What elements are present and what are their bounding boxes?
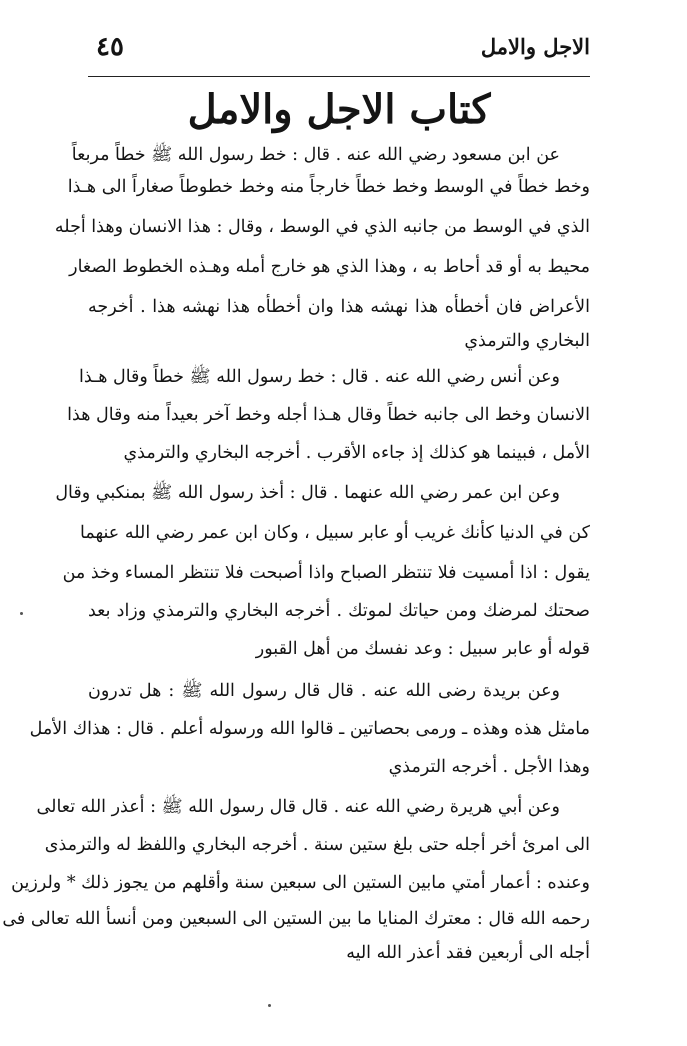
text-line: وعن أبي هريرة رضي الله عنه . قال قال رسول الله ﷺ : أعذر الله تعالى bbox=[36, 797, 560, 817]
text-line: كن في الدنيا كأنك غريب أو عابر سبيل ، وكان ابن عمر رضي الله عنهما bbox=[80, 523, 590, 543]
scan-speck bbox=[20, 612, 23, 615]
text-line: وعن بريدة رضى الله عنه . قال قال رسول الله ﷺ : هل تدرون bbox=[88, 681, 560, 701]
text-line: وعن ابن عمر رضي الله عنهما . قال : أخذ رسول الله ﷺ بمنكبي وقال bbox=[55, 483, 560, 503]
text-line: وعن أنس رضي الله عنه . قال : خط رسول الله ﷺ خطاً وقال هـذا bbox=[79, 367, 560, 387]
text-line: يقول : اذا أمسيت فلا تنتظر الصباح واذا أصبحت فلا تنتظر المساء وخذ من bbox=[62, 563, 590, 583]
chapter-title: كتاب الاجل والامل bbox=[187, 86, 491, 133]
page-header bbox=[88, 32, 590, 76]
text-line: الذي في الوسط من جانبه الذي في الوسط ، وقال : هذا الانسان وهذا أجله bbox=[54, 217, 590, 237]
text-line: وخط خطاً في الوسط وخط خطاً خارجاً منه وخط خطوطاً صغاراً الى هـذا bbox=[67, 177, 590, 197]
text-line: الأعراض فان أخطأه هذا نهشه هذا وان أخطأه هذا نهشه هذا . أخرجه bbox=[88, 297, 590, 317]
text-line: مامثل هذه وهذه ـ ورمى بحصاتين ـ قالوا الله ورسوله أعلم . قال : هذاك الأمل bbox=[29, 719, 590, 739]
text-line: رحمه الله قال : معترك المنايا ما بين الستين الى السبعين ومن أنسأ الله تعالى فى bbox=[2, 909, 590, 929]
text-line: الانسان وخط الى جانبه خطاً وقال هـذا أجله وخط آخر بعيداً منه وقال هذا bbox=[67, 405, 590, 425]
text-line: قوله أو عابر سبيل : وعد نفسك من أهل القبور bbox=[255, 639, 590, 659]
text-line: صحتك لمرضك ومن حياتك لموتك . أخرجه البخاري والترمذي وزاد بعد bbox=[88, 601, 590, 621]
text-line: وعنده : أعمار أمتي مابين الستين الى سبعين سنة وأقلهم من يجوز ذلك * ولرزين bbox=[11, 873, 590, 893]
text-line: وهذا الأجل . أخرجه الترمذي bbox=[388, 757, 590, 777]
running-title: الاجل والامل bbox=[480, 34, 590, 59]
page-number: ٤٥ bbox=[96, 32, 124, 62]
scan-speck bbox=[268, 1004, 271, 1007]
text-line: البخاري والترمذي bbox=[464, 331, 590, 351]
text-line: الى امرئ أخر أجله حتى بلغ ستين سنة . أخرجه البخاري واللفظ له والترمذى bbox=[44, 835, 590, 855]
text-line: الأمل ، فبينما هو كذلك إذ جاءه الأقرب . أخرجه البخاري والترمذي bbox=[123, 443, 590, 463]
text-line: محيط به أو قد أحاط به ، وهذا الذي هو خارج أمله وهـذه الخطوط الصغار bbox=[69, 257, 590, 277]
text-line: أجله الى أربعين فقد أعذر الله اليه bbox=[346, 943, 590, 963]
text-line: عن ابن مسعود رضي الله عنه . قال : خط رسول الله ﷺ خطاً مربعاً bbox=[71, 145, 560, 165]
header-rule bbox=[88, 76, 590, 77]
